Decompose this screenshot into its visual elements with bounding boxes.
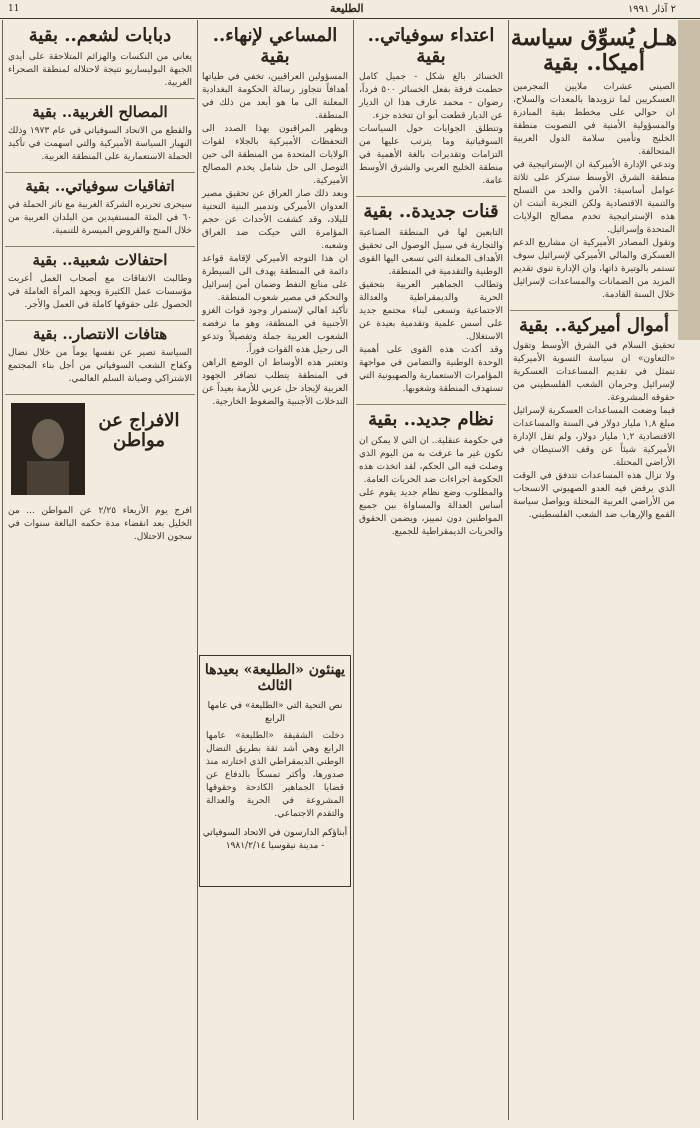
article-paragraph: التابعين لها في المنطقة الصناعية والتجارية في سبيل الوصول الى تحقيق الأهداف المعلنة التي تسعى اليها القوى الوطنية والتقدمية في المنطقة. xyxy=(359,227,503,277)
article-paragraph: وطالبت الاتفاقات مع أصحاب العمل أعربت مؤسسات عمل الكثيرة ويجهد المرأة العاملة في الحصول على حقوقها كاملة في العمل والأجر. xyxy=(8,273,192,310)
article-paragraph: في حكومة عنقلية.. ان التي لا يمكن ان تكون غير ما عرفت به من اليوم الذي وصلت فيه الى الحكم، لقد اتخذت هذه الحكومة اجراءات ضد الحريات العامة. xyxy=(359,435,503,485)
paper-name: الطليعة xyxy=(330,2,364,15)
greeting-body: دخلت الشقيقة «الطليعة» عامها الرابع وهي أشد ثقة بطريق النضال الوطني الديمقراطي الذي اختارته منذ صدورها، وأكثر تمسكاً بالدفاع عن قضايا الجماهير الكادحة وحقوقها المشروعة في الحرية والعدالة والتقدم الاجتماعي. xyxy=(206,731,344,820)
article-paragraph: افرج يوم الأربعاء ٢/٢٥ عن المواطن ... من الخليل بعد انقضاء مدة حكمه البالغة سنوات في سجون الاحتلال. xyxy=(8,505,193,542)
portrait-photo xyxy=(11,403,85,495)
headline-sub-2a: قنات جديدة.. بقية xyxy=(356,196,506,223)
article-paragraph: تأكيد اهالي لإستمرار وجود قوات الغزو الأجنبية في المنطقة، وهو ما ترفضه الشعوب العربية جملة وتفصيلاً وتدعو الى رحيل هذه القوات فوراً. xyxy=(202,306,348,356)
photo-headline: الافراج عن مواطن xyxy=(98,409,180,452)
headline-sub-4a: المصالح الغربية.. بقية xyxy=(5,98,195,121)
headline-sub-4d: هتافات الانتصار.. بقية xyxy=(5,320,195,343)
article-paragraph: فيما وضعت المساعدات العسكرية لإسرائيل مبلغ ١,٨ مليار دولار في السنة والمساعدات الاقتصادية ١,٢ مليار دولار، ولم تقل الإدارة الأميركية شيئاً عن وقف الاستيطان في الأراضي المحتلة. xyxy=(513,406,675,469)
greeting-subtitle: نص التحية التي «الطليعة» في عامها الرابع xyxy=(207,701,343,725)
article-paragraph: ولا تزال هذه المساعدات تتدفق في الوقت الذي يرفض فيه العدو الصهيوني الانسحاب من الأراضي العربية المحتلة ويواصل سياسة القمع والإرهاب ضد الشعب الفلسطيني. xyxy=(513,471,675,521)
article-paragraph: سيحرى تحريره الشركة الغربية مع ناثر الحملة في ٦٠ في المئة المستفيدين من البلدان العربية من خلال المنح والقروض الميسرة للتنمية. xyxy=(8,199,192,236)
page-number: 11 xyxy=(8,4,20,14)
column-rule xyxy=(508,20,509,1120)
article-paragraph: وتعتبر هذه الأوساط ان الوضع الراهن في المنطقة يتطلب تضافر الجهود العربية لإيجاد حل عربي للأزمة بعيداً عن التدخلات الأجنبية والضغوط الخارجية. xyxy=(202,358,348,408)
headline-sub-1: أموال أميركية.. بقية xyxy=(510,310,678,337)
article-paragraph: الصيني عشرات ملايين المجرمين العسكريين لما تزويدها بالمعدات والسلاح، ان حوالي على مخطط بقية المبادرة والمسؤولية الأمنية في التصويت منطقة الخليج وتأمين سلامة الدول العربية المتحالفة. xyxy=(513,81,675,157)
article-paragraph: ان هذا التوجه الأميركي لإقامة قواعد دائمة في المنطقة يهدف الى السيطرة على منابع النفط وضمان أمن إسرائيل والتحكم في مصير شعوب المنطقة. xyxy=(202,254,348,304)
article-paragraph: وبعد ذلك صار العراق عن تحقيق مصير العدوان الأميركي وتدمير البنية التحتية للبلاد، وقد كشفت الأحداث عن حجم المؤامرة التي حيكت ضد العراق وشعبه. xyxy=(202,189,348,252)
headline-sub-4b: اتفاقيات سوفياتي.. بقية xyxy=(5,172,195,195)
issue-date: ٢ آذار ١٩٩١ xyxy=(627,3,676,15)
column-2 xyxy=(356,24,506,1124)
article-paragraph: يعاني من النكسات والهزائم المتلاحقة على أيدي الجبهة البوليساريو نتيجة لاحتلاله لمنطقة الصحراء الغربية. xyxy=(8,51,192,88)
column-rule xyxy=(197,20,198,1120)
column-rule xyxy=(353,20,354,1120)
article-paragraph: السياسة تصير عن نفسها يوماً من خلال نضال وكفاح الشعب السوفياتي من أجل بناء المجتمع الاشتراكي وصيانة السلم العالمي. xyxy=(8,347,192,384)
article-paragraph: وتنطلق الجوابات حول السياسات السوفياتية وما يترتب عليها من التزامات وتقديرات بالغة الأهمية في منطقة الخليج العربي والشرق الأوسط عامة. xyxy=(359,124,503,187)
column-3 xyxy=(199,24,351,664)
article-paragraph: ويظهر المراقبون بهذا الصدد الى التحفظات الأميركية بالجلاء لقوات الولايات المتحدة من المنطقة الى حين التوصل الى حل شامل يخدم المصالح الأميركية. xyxy=(202,124,348,187)
article-paragraph: والمطلوب وضع نظام جديد يقوم على أساس العدالة والمساواة بين جميع المواطنين دون تمييز، ويضمن الحقوق والحريات الديمقراطية للجميع. xyxy=(359,487,503,537)
column-4 xyxy=(5,24,195,1124)
headline-main-4: دبابات لشعم.. بقية xyxy=(28,25,172,46)
column-1 xyxy=(510,24,678,1124)
article-paragraph: تحقيق السلام في الشرق الأوسط وتقول «التعاون» ان سياسة التسوية الأميركية تتمثل في تقديم المساعدات العسكرية لإسرائيل وحرمان الشعب الفلسطيني من حقوقه المشروعة. xyxy=(513,341,675,404)
article-paragraph: وقد أكدت هذه القوى على أهمية الوحدة الوطنية والتضامن في مواجهة المؤامرات الاستعمارية والصهيونية التي تستهدف المنطقة وشعوبها. xyxy=(359,344,503,394)
article-paragraph: وتطالب الجماهير العربية بتحقيق الحرية والديمقراطية والعدالة الاجتماعية وتسعى لبناء مجتمع جديد على أسس علمية وتقدمية بعيدة عن الاستغلال. xyxy=(359,279,503,342)
photo-item xyxy=(5,394,195,505)
headline-main-2: اعتداء سوفياتي.. بقية xyxy=(367,25,495,67)
article-paragraph: الخسائر بالغ شكل - جميل كامل حطمت فرقة بفعل الخسائر ٥٠٠ فرداً، رضوان - محمد عارف هذا ان الديار عن الديار قطعت أبو ان تتخذه جزء. xyxy=(359,72,503,122)
headline-sub-2b: نظام جديد.. بقية xyxy=(356,404,506,431)
article-paragraph: والقطع من الاتحاد السوفياتي في عام ١٩٧٣ وذلك النهيار السياسة الأميركية والتي اسهمت في تأكيد الحملة الاستعمارية على المنطقة العربية. xyxy=(8,125,192,162)
page-header xyxy=(0,0,700,19)
article-paragraph: وتقول المصادر الأميركية ان مشاريع الدعم العسكري والمالي الأميركي لإسرائيل سوف تستمر بالوتيرة ذاتها، وان الإدارة تنوي تقديم المزيد من الضمانات والمساعدات لإسرائيل خلال السنة القادمة. xyxy=(513,237,675,300)
article-paragraph: المسؤولين العراقيين، تخفي في طياتها أهدافاً تتجاوز رسالة الحكومة البغدادية المعلنة الى ما هو أبعد من ذلك في المنطقة. xyxy=(202,72,348,122)
greeting-headline: يهنئون «الطليعة» بعيدها الثالث xyxy=(204,662,346,695)
portrait-photo-graphic xyxy=(11,403,85,495)
article-paragraph: وتدعي الإدارة الأميركية ان الإستراتيجية في منطقة الشرق الأوسط ستركز على ثلاثة عوامل أساسية: الأمن والحد من التسلح والتنمية الاقتصادية ولكن التجربة أثبتت ان هذه الإستراتيجية تخدم مصالح الولايات المتحدة وإسرائيل. xyxy=(513,159,675,235)
greeting-signature: أبناؤكم الدارسون في الاتحاد السوفياتي - مدينة نيقوسيا ١٩٨١/٢/١٤ xyxy=(202,828,348,852)
binding-edge xyxy=(678,20,700,340)
headline-main-3: المساعي لإنهاء.. بقية xyxy=(212,25,338,67)
column-rule xyxy=(2,20,3,1120)
headline-sub-4c: احتفالات شعبية.. بقية xyxy=(5,246,195,269)
greeting-box xyxy=(199,655,351,887)
headline-main-1: هـل يُسوِّق سياسة أميكا.. بقية xyxy=(510,25,678,77)
